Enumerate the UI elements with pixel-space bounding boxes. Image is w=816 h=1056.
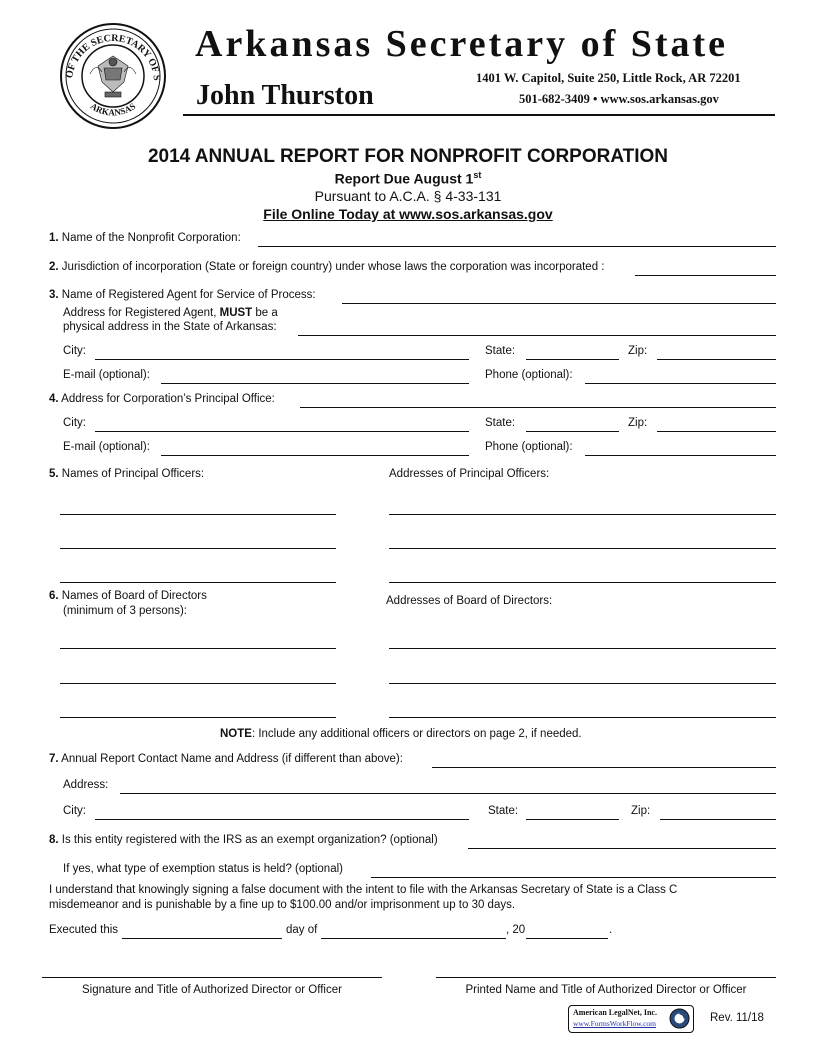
header-rule <box>183 114 775 116</box>
q3-address-post: be a <box>252 307 278 319</box>
office-phone-field[interactable] <box>585 441 776 456</box>
agent-email-field[interactable] <box>161 369 469 384</box>
q1-text: Name of the Nonprofit Corporation: <box>61 232 241 244</box>
q4-state-label: State: <box>485 417 516 429</box>
q4-phone-label: Phone (optional): <box>485 441 573 453</box>
executed-month-field[interactable] <box>321 924 506 939</box>
q8-number: 8. <box>49 834 59 846</box>
contact-state-field[interactable] <box>526 805 619 820</box>
jurisdiction-field[interactable] <box>635 261 776 276</box>
q4-number: 4. <box>49 393 59 405</box>
q3-address-pre: Address for Registered Agent, <box>63 307 220 319</box>
q6-number: 6. <box>49 590 59 602</box>
printed-name-caption: Printed Name and Title of Authorized Director or Officer <box>465 984 747 996</box>
q3-label <box>49 289 316 301</box>
executed-day-field[interactable] <box>122 924 282 939</box>
q3-email-label: E-mail (optional): <box>63 369 150 381</box>
executed-period: . <box>609 924 613 936</box>
agency-contact: 501-682-3409 • www.sos.arkansas.gov <box>519 92 719 106</box>
q5-number: 5. <box>49 468 59 480</box>
officer-address-line[interactable] <box>389 548 776 549</box>
logo-line-2: www.FormsWorkFlow.com <box>573 1019 657 1028</box>
contact-zip-field[interactable] <box>660 805 776 820</box>
note-text: : Include any additional officers or directors on page 2, if needed. <box>251 728 582 740</box>
note-bold: NOTE <box>220 728 252 740</box>
contact-city-field[interactable] <box>95 805 469 820</box>
report-due <box>0 170 816 187</box>
agent-state-field[interactable] <box>526 345 619 360</box>
printed-name-line[interactable] <box>436 977 776 978</box>
q3-zip-label: Zip: <box>628 345 648 357</box>
contact-name-field[interactable] <box>432 753 776 768</box>
q5-text: Names of Principal Officers: <box>61 468 205 480</box>
revision: Rev. 11/18 <box>710 1012 764 1024</box>
legalnet-logo <box>568 1005 694 1033</box>
statement-line-2: misdemeanor and is punishable by a fine up to $100.00 and/or imprisonment up to 30 days. <box>49 899 516 911</box>
day-of-label: day of <box>286 924 318 936</box>
q3-state-label: State: <box>485 345 516 357</box>
form-title: 2014 ANNUAL REPORT FOR NONPROFIT CORPORATION <box>147 146 669 167</box>
q7-address-label: Address: <box>63 779 109 791</box>
q3-address-label-2: physical address in the State of Arkansas: <box>63 321 277 333</box>
seal-text-top: OF THE SECRETARY OF S <box>64 32 163 82</box>
principal-office-field[interactable] <box>300 393 776 408</box>
logo-line-1: American LegalNet, Inc. <box>573 1008 657 1017</box>
officer-name-line[interactable] <box>60 514 336 515</box>
statement-line-1: I understand that knowingly signing a false document with the intent to file with the Arkansas Secretary of State is a Class C <box>49 884 678 896</box>
agency-address: 1401 W. Capitol, Suite 250, Little Rock, AR 72201 <box>476 71 741 85</box>
q7-city-label: City: <box>63 805 86 817</box>
agent-city-field[interactable] <box>95 345 469 360</box>
q8-label <box>49 834 438 846</box>
director-address-line[interactable] <box>389 717 776 718</box>
director-name-line[interactable] <box>60 683 336 684</box>
officer-name-line[interactable] <box>60 582 336 583</box>
registered-agent-field[interactable] <box>342 289 776 304</box>
q5-label <box>49 468 204 480</box>
secretary-name: John Thurston <box>196 80 374 111</box>
officer-address-line[interactable] <box>389 514 776 515</box>
agent-zip-field[interactable] <box>657 345 776 360</box>
file-online <box>0 206 816 224</box>
report-due-sup: st <box>473 170 482 180</box>
q6-address-label: Addresses of Board of Directors: <box>386 595 553 607</box>
file-online-link[interactable]: File Online Today at www.sos.arkansas.gov <box>263 206 553 222</box>
signature-line[interactable] <box>42 977 382 978</box>
q3-text: Name of Registered Agent for Service of Process: <box>61 289 316 301</box>
logo-globe-icon <box>669 1008 690 1034</box>
q2-number: 2. <box>49 261 59 273</box>
svg-text:ARKANSAS <box>89 101 138 118</box>
contact-address-field[interactable] <box>120 779 776 794</box>
q3-address-must: MUST <box>219 307 253 319</box>
executed-year-field[interactable] <box>526 924 608 939</box>
office-city-field[interactable] <box>95 417 469 432</box>
exemption-status-field[interactable] <box>371 863 776 878</box>
q3-phone-label: Phone (optional): <box>485 369 573 381</box>
q3-address-label <box>63 307 278 319</box>
office-zip-field[interactable] <box>657 417 776 432</box>
q7-label <box>49 753 403 765</box>
q8-sub-label: If yes, what type of exemption status is held? (optional) <box>63 863 343 875</box>
q4-zip-label: Zip: <box>628 417 648 429</box>
note <box>220 728 582 740</box>
q7-state-label: State: <box>488 805 519 817</box>
q6-label-2: (minimum of 3 persons): <box>63 605 187 617</box>
q1-label <box>49 232 241 244</box>
agent-phone-field[interactable] <box>585 369 776 384</box>
q3-city-label: City: <box>63 345 86 357</box>
q6-text: Names of Board of Directors <box>61 590 207 602</box>
irs-exempt-field[interactable] <box>468 834 776 849</box>
q2-label <box>49 261 605 273</box>
agent-address-field[interactable] <box>298 321 776 336</box>
pursuant: Pursuant to A.C.A. § 4-33-131 <box>314 188 502 204</box>
q7-zip-label: Zip: <box>631 805 651 817</box>
office-state-field[interactable] <box>526 417 619 432</box>
report-due-text: Report Due August 1 <box>334 170 474 187</box>
officer-name-line[interactable] <box>60 548 336 549</box>
q5-address-label: Addresses of Principal Officers: <box>389 468 550 480</box>
q8-text: Is this entity registered with the IRS as an exempt organization? (optional) <box>61 834 438 846</box>
director-name-line[interactable] <box>60 717 336 718</box>
q7-number: 7. <box>49 753 59 765</box>
q4-city-label: City: <box>63 417 86 429</box>
agency-title: Arkansas Secretary of State <box>195 23 729 65</box>
seal-text-bottom: ARKANSAS <box>88 100 138 118</box>
officer-address-line[interactable] <box>389 582 776 583</box>
signature-caption: Signature and Title of Authorized Director or Officer <box>82 984 342 996</box>
q2-text: Jurisdiction of incorporation (State or foreign country) under whose laws the corporation was incorporated : <box>61 261 605 273</box>
director-address-line[interactable] <box>389 648 776 649</box>
q1-number: 1. <box>49 232 59 244</box>
q4-text: Address for Corporation’s Principal Office: <box>61 393 275 405</box>
year-prefix-label: , 20 <box>506 924 526 936</box>
corporation-name-field[interactable] <box>258 232 776 247</box>
director-name-line[interactable] <box>60 648 336 649</box>
q3-number: 3. <box>49 289 59 301</box>
q6-label <box>49 590 207 602</box>
q7-text: Annual Report Contact Name and Address (if different than above): <box>61 753 403 765</box>
director-address-line[interactable] <box>389 683 776 684</box>
office-email-field[interactable] <box>161 441 469 456</box>
q4-email-label: E-mail (optional): <box>63 441 150 453</box>
q4-label <box>49 393 275 405</box>
executed-label: Executed this <box>49 924 119 936</box>
state-seal <box>58 22 168 130</box>
